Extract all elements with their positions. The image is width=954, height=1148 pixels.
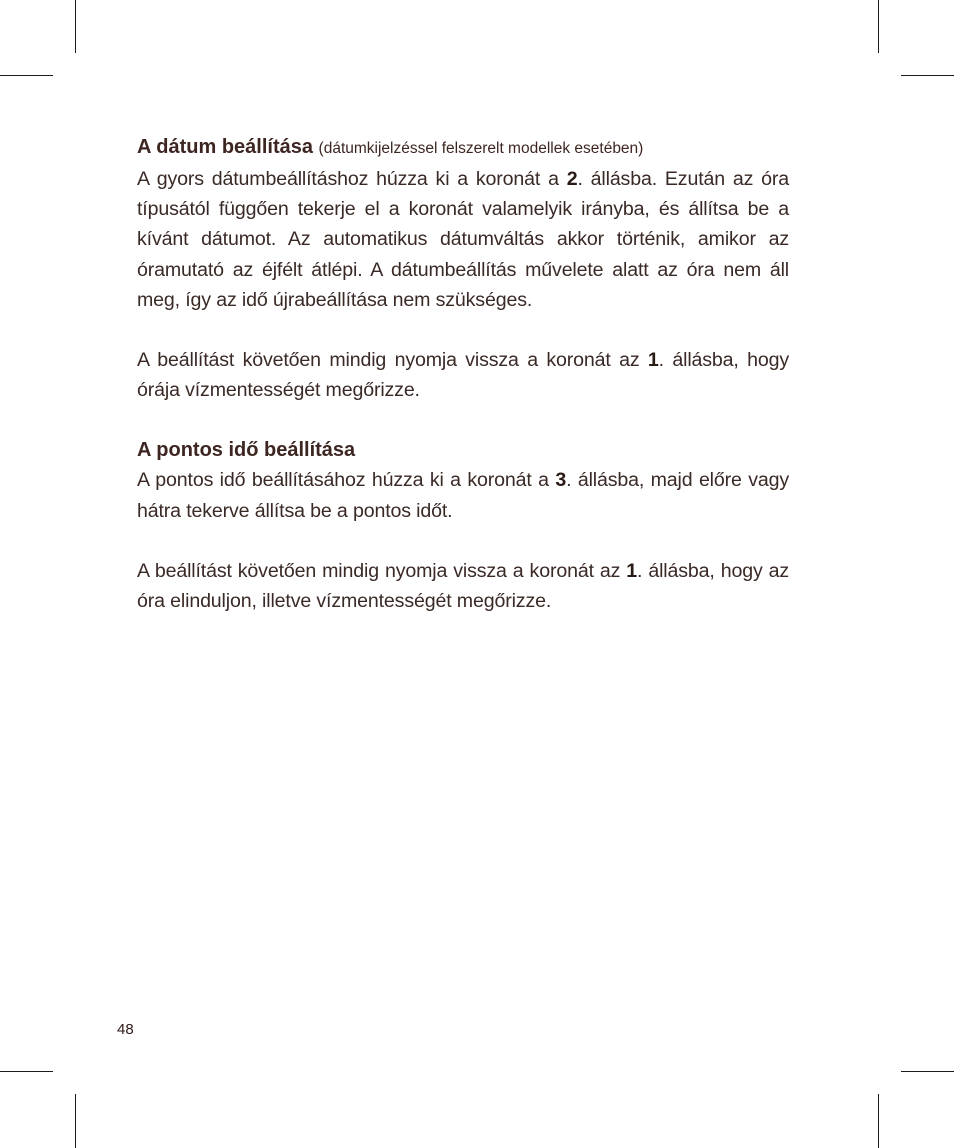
crop-mark-bottom-left-horizontal xyxy=(0,1071,53,1072)
date-setting-heading xyxy=(137,132,789,164)
time-setting-paragraph-2 xyxy=(137,556,789,616)
crop-mark-top-left-vertical xyxy=(75,0,76,53)
date-setting-paragraph-1 xyxy=(137,164,789,315)
crown-position: 1 xyxy=(647,349,659,372)
time-setting-paragraph-1 xyxy=(137,465,789,525)
date-setting-paragraph-2 xyxy=(137,345,789,405)
crop-mark-top-right-horizontal xyxy=(901,75,954,76)
time-setting-title: A pontos idő beállítása xyxy=(137,439,356,462)
text-run: A beállítást követően mindig nyomja vissza a koronát az xyxy=(137,349,648,372)
date-setting-title-note: (dátumkijelzéssel felszerelt modellek esetében) xyxy=(318,140,644,157)
text-run: . állásba, majd előre vagy hátra tekerve állítsa be a pontos időt. xyxy=(137,469,790,522)
crop-mark-top-right-vertical xyxy=(878,0,879,53)
text-run: A beállítást követően mindig nyomja vissza a koronát az xyxy=(137,559,627,582)
crop-mark-bottom-right-horizontal xyxy=(901,1071,954,1072)
page-number: 48 xyxy=(117,1021,134,1038)
date-setting-title: A dátum beállítása xyxy=(137,136,313,158)
text-run: . állásba. Ezután az óra típusától függően tekerje el a koronát valamelyik irányba, és állítsa be a kívánt dátumot. Az automatikus dátumváltás akkor történik, amikor az óramutató az éjfélt átlépi. A dátumbeállítás művelete alatt az óra nem áll meg, így az idő újrabeállítása nem szükséges. xyxy=(137,168,790,311)
time-setting-heading xyxy=(137,435,789,465)
crop-mark-bottom-left-vertical xyxy=(75,1094,76,1148)
text-run: . állásba, hogy órája vízmentességét megőrizze. xyxy=(137,349,790,402)
page-content xyxy=(137,132,789,616)
text-run: . állásba, hogy az óra elinduljon, illetve vízmentességét megőrizze. xyxy=(137,559,790,613)
crop-mark-top-left-horizontal xyxy=(0,75,53,76)
crown-position: 1 xyxy=(626,559,638,582)
text-run: A pontos idő beállításához húzza ki a koronát a xyxy=(137,469,556,492)
text-run: A gyors dátumbeállításhoz húzza ki a koronát a xyxy=(137,168,567,190)
crop-mark-bottom-right-vertical xyxy=(878,1094,879,1148)
crown-position: 3 xyxy=(555,469,567,492)
crown-position: 2 xyxy=(566,168,578,190)
